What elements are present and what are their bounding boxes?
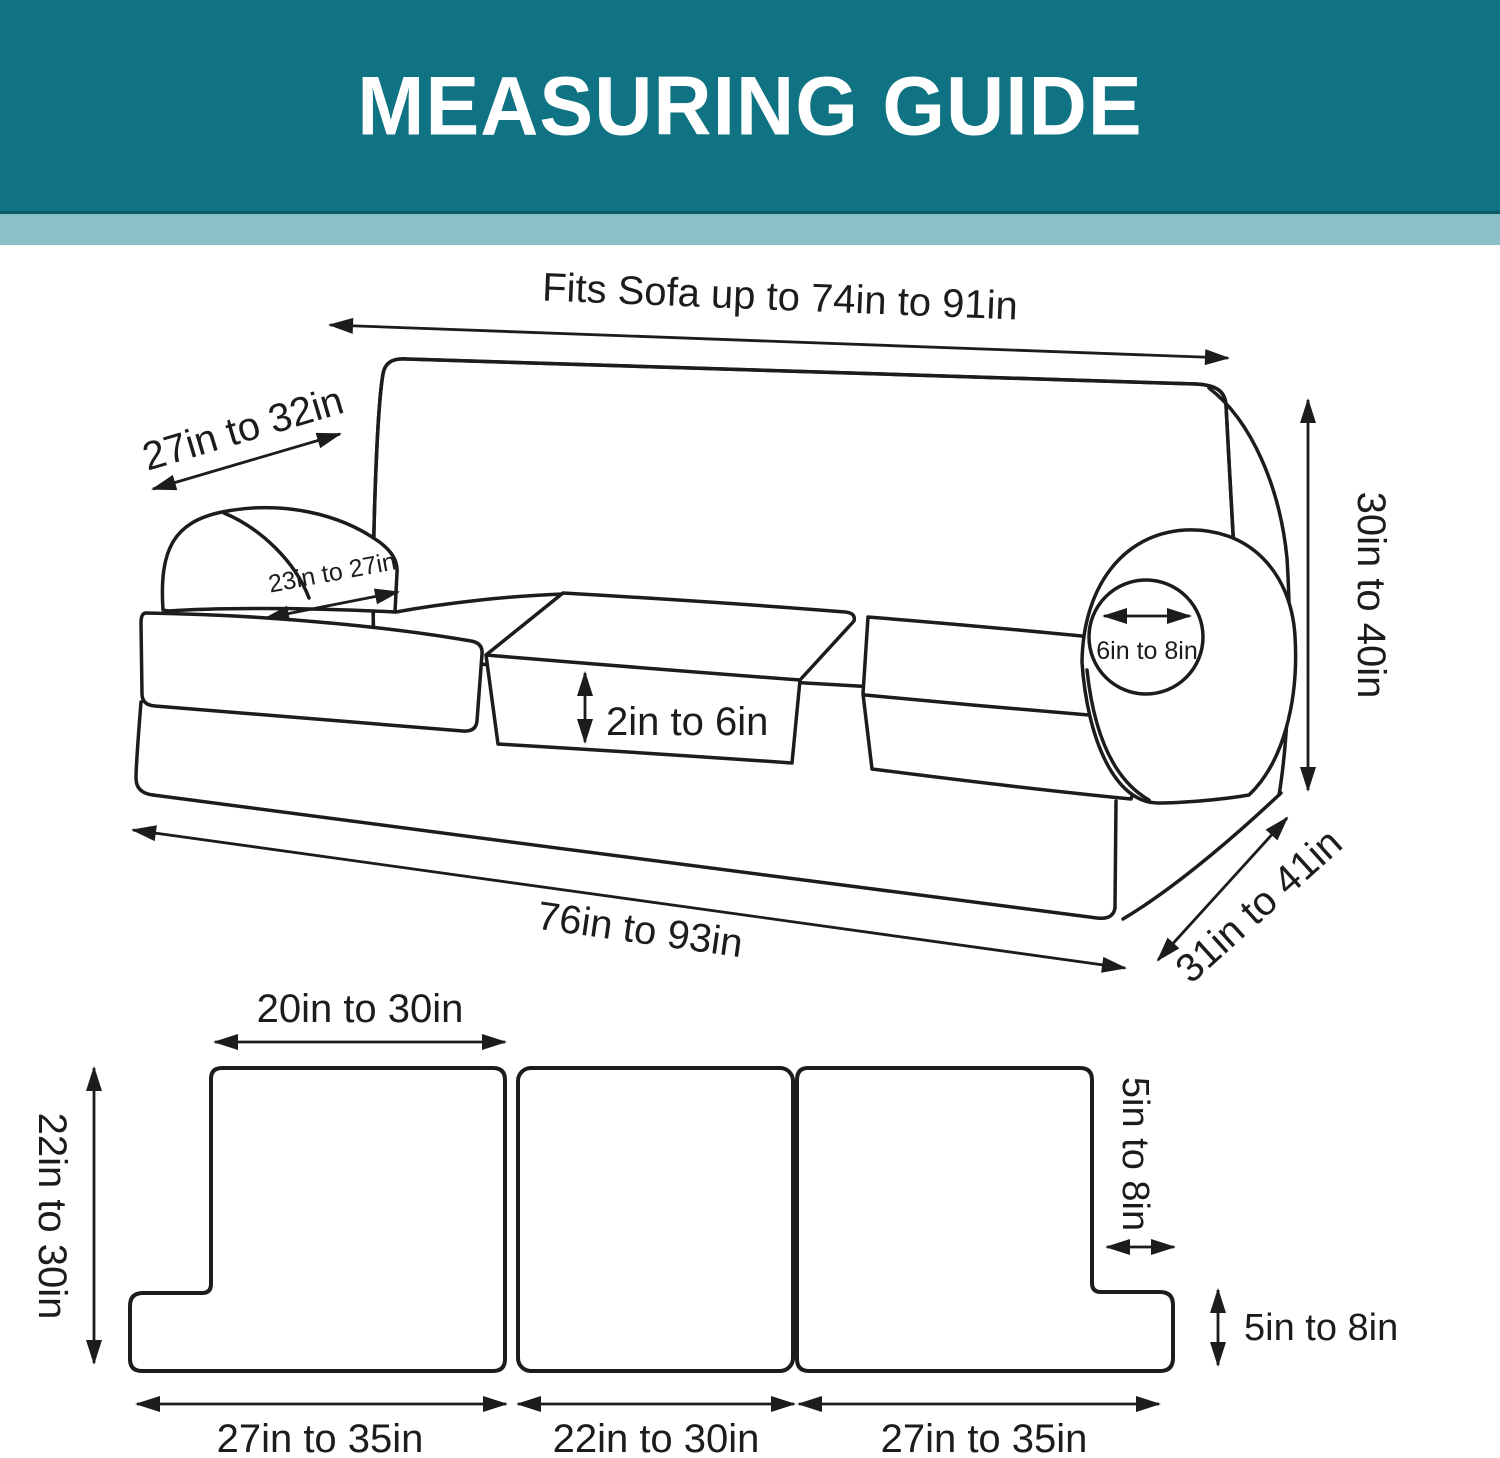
sofa-skirt-left-edge [136,702,153,795]
cushion-thickness-label: 2in to 6in [606,700,769,744]
back-top-label: 27in to 32in [137,378,349,480]
measuring-diagram [0,245,1500,1458]
front-width-label: 76in to 93in [534,893,746,967]
cushion-shape-left [130,1068,505,1371]
bottom-width-left-label: 27in to 35in [216,1417,424,1458]
t-notch-height-label: 5in to 8in [1244,1307,1399,1349]
sofa-skirt-right-front-edge [1115,801,1116,908]
header-banner [0,0,1500,214]
header-accent-strip [0,214,1500,245]
fits-width-label: Fits Sofa up to 74in to 91in [541,265,1019,329]
side-height-label: 30in to 40in [1349,491,1393,699]
dim-arrow-fits-width [330,325,1228,358]
page-title: MEASURING GUIDE [357,57,1143,153]
depth-label: 31in to 41in [1167,820,1351,992]
seat-side-depth-label: 22in to 30in [30,1112,74,1320]
cushion-shape-middle [518,1068,793,1371]
t-notch-width-label: 5in to 8in [1114,1076,1156,1232]
bottom-width-right-label: 27in to 35in [880,1417,1088,1458]
seat-top-width-label: 20in to 30in [256,987,464,1031]
arm-front-width-label: 6in to 8in [1096,637,1198,665]
cushion-shape-diagram [30,987,1398,1458]
armrest-length-label: 23in to 27in [266,547,399,599]
bottom-width-middle-label: 22in to 30in [552,1417,760,1458]
